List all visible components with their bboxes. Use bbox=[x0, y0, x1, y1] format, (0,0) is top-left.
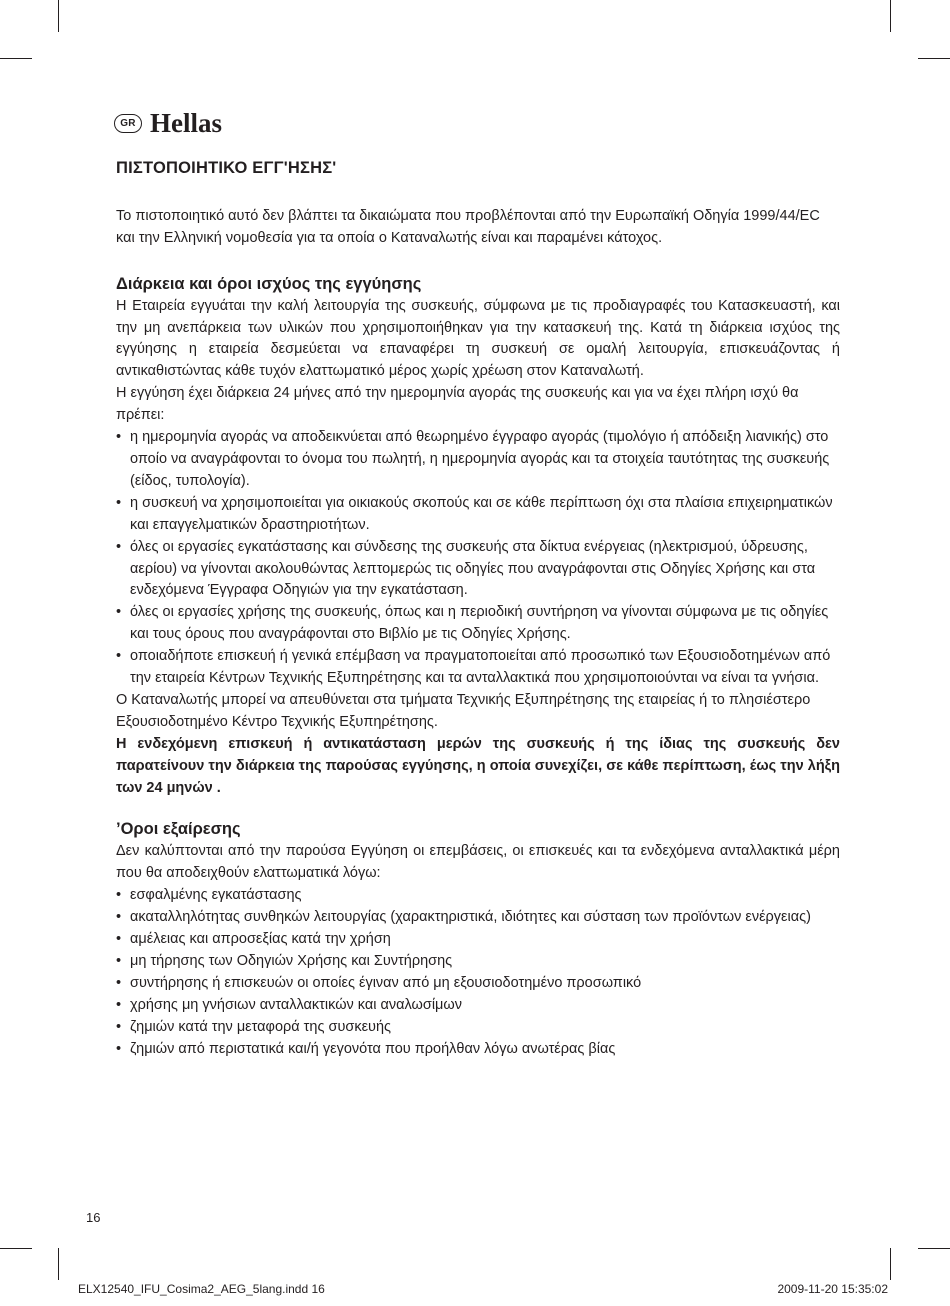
list-item: • όλες οι εργασίες εγκατάστασης και σύνδεσης της συσκευής στα δίκτυα ενέργειας (ηλεκτρισμού, ύδρευσης, αερίου) να γίνονται ακολουθώντας λεπτομερώς τις οδηγίες που αναγράφονται στις Οδηγίες Χρήσης και στα ενδεχόμενα Έγγραφα Οδηγιών για την εγκατάσταση. bbox=[116, 537, 840, 603]
list-item: • συντήρησης ή επισκευών οι οποίες έγιναν από μη εξουσιοδοτημένο προσωπικό bbox=[116, 973, 840, 995]
crop-mark bbox=[58, 0, 59, 32]
paragraph: Η εγγύηση έχει διάρκεια 24 μήνες από την ημερομηνία αγοράς της συσκευής και για να έχει πλήρη ισχύ θα πρέπει: bbox=[116, 385, 799, 424]
list-item: • ζημιών από περιστατικά και/ή γεγονότα που προήλθαν λόγω ανωτέρας βίας bbox=[116, 1039, 840, 1061]
list-item: • μη τήρησης των Οδηγιών Χρήσης και Συντήρησης bbox=[116, 951, 840, 973]
conditions-list bbox=[116, 427, 840, 690]
paragraph: Ο Καταναλωτής μπορεί να απευθύνεται στα τμήματα Τεχνικής Εξυπηρέτησης της εταιρείας ή το πλησιέστερο Εξουσιοδοτημένο Κέντρο Τεχνικής Εξυπηρέτησης. bbox=[116, 691, 811, 730]
country-code-badge: GR bbox=[114, 114, 142, 133]
list-item: • ακαταλληλότητας συνθηκών λειτουργίας (χαρακτηριστικά, ιδιότητες και σύσταση των προϊόντων ενέργειας) bbox=[116, 907, 840, 929]
language-header bbox=[114, 108, 222, 139]
list-item: • ζημιών κατά την μεταφορά της συσκευής bbox=[116, 1017, 840, 1039]
print-timestamp: 2009-11-20 15:35:02 bbox=[777, 1282, 888, 1296]
list-item: • εσφαλμένης εγκατάστασης bbox=[116, 885, 840, 907]
page-title: ΠΙΣΤΟΠΟΙΗΤΙΚΟ ΕΓΓ'ΗΣΗΣ' bbox=[116, 159, 337, 177]
crop-mark bbox=[0, 58, 32, 59]
list-item: • η συσκευή να χρησιμοποιείται για οικιακούς σκοπούς και σε κάθε περίπτωση όχι στα πλαίσια επιχειρηματικών και επαγγελματικών δραστηριοτήτων. bbox=[116, 493, 840, 537]
crop-mark bbox=[890, 0, 891, 32]
list-item: • οποιαδήποτε επισκευή ή γενικά επέμβαση να πραγματοποιείται από προσωπικό των Εξουσιοδοτημένων από την εταιρεία Κέντρων Τεχνικής Εξυπηρέτησης και τα ανταλλακτικά που χρησιμοποιούνται να είναι τα γνήσια. bbox=[116, 646, 840, 690]
intro-paragraph: Το πιστοποιητικό αυτό δεν βλάπτει τα δικαιώματα που προβλέπονται από την Ευρωπαϊκή Οδηγία 1999/44/EC και την Ελληνική νομοθεσία για τα οποία ο Καταναλωτής είναι και παραμένει κάτοχος. bbox=[116, 207, 820, 246]
bold-notice: Η ενδεχόμενη επισκευή ή αντικατάσταση μερών της συσκευής ή της ίδιας της συσκευής δεν παρατείνουν την διάρκεια της παρούσας εγγύησης, η οποία συνεχίζει, σε κάθε περίπτωση, έως την λήξη των 24 μηνών . bbox=[116, 735, 840, 796]
crop-mark bbox=[918, 58, 950, 59]
list-item: • αμέλειας και απροσεξίας κατά την χρήση bbox=[116, 929, 840, 951]
paragraph: Δεν καλύπτονται από την παρούσα Εγγύηση οι επεμβάσεις, οι επισκευές και τα ενδεχόμενα ανταλλακτικά μέρη που θα αποδειχθούν ελαττωματικά λόγω: bbox=[116, 843, 840, 882]
list-item: • η ημερομηνία αγοράς να αποδεικνύεται από θεωρημένο έγγραφο αγοράς (τιμολόγιο ή απόδειξη λιανικής) στο οποίο να αναγράφονται το όνομα του πωλητή, η ημερομηνία αγοράς και τα στοιχεία ταυτότητας της συσκευής (είδος, τυπολογία). bbox=[116, 427, 840, 493]
crop-mark bbox=[0, 1248, 32, 1249]
crop-mark bbox=[918, 1248, 950, 1249]
page-number: 16 bbox=[86, 1210, 101, 1225]
list-item: • όλες οι εργασίες χρήσης της συσκευής, όπως και η περιοδική συντήρηση να γίνονται σύμφωνα με τις οδηγίες και τους όρους που αναγράφονται στο Βιβλίο με τις Οδηγίες Χρήσης. bbox=[116, 602, 840, 646]
crop-mark bbox=[58, 1248, 59, 1280]
document-body bbox=[116, 158, 840, 1060]
paragraph: Η Εταιρεία εγγυάται την καλή λειτουργία της συσκευής, σύμφωνα με τις προδιαγραφές του Κατασκευαστή, και την μη ανεπάρκεια των υλικών που χρησιμοποιήθηκαν για την κατασκευή της. Κατά τη διάρκεια ισχύος της εγγύησης η εταιρεία δεσμεύεται να επαναφέρει τη συσκευή σε ομαλή λειτουργία, επισκευάζοντας ή αντικαθιστώντας κάθε τυχόν ελαττωματικό μέρος χωρίς χρέωση στον Καταναλωτή. bbox=[116, 297, 840, 380]
exclusions-list bbox=[116, 885, 840, 1060]
language-title: Hellas bbox=[150, 108, 222, 138]
list-item: • χρήσης μη γνήσιων ανταλλακτικών και αναλωσίμων bbox=[116, 995, 840, 1017]
crop-mark bbox=[890, 1248, 891, 1280]
section-title-exclusions: ’Οροι εξαίρεσης bbox=[116, 820, 241, 839]
section-title-duration: Διάρκεια και όροι ισχύος της εγγύησης bbox=[116, 274, 422, 293]
file-slug: ELX12540_IFU_Cosima2_AEG_5lang.indd 16 bbox=[78, 1282, 325, 1296]
